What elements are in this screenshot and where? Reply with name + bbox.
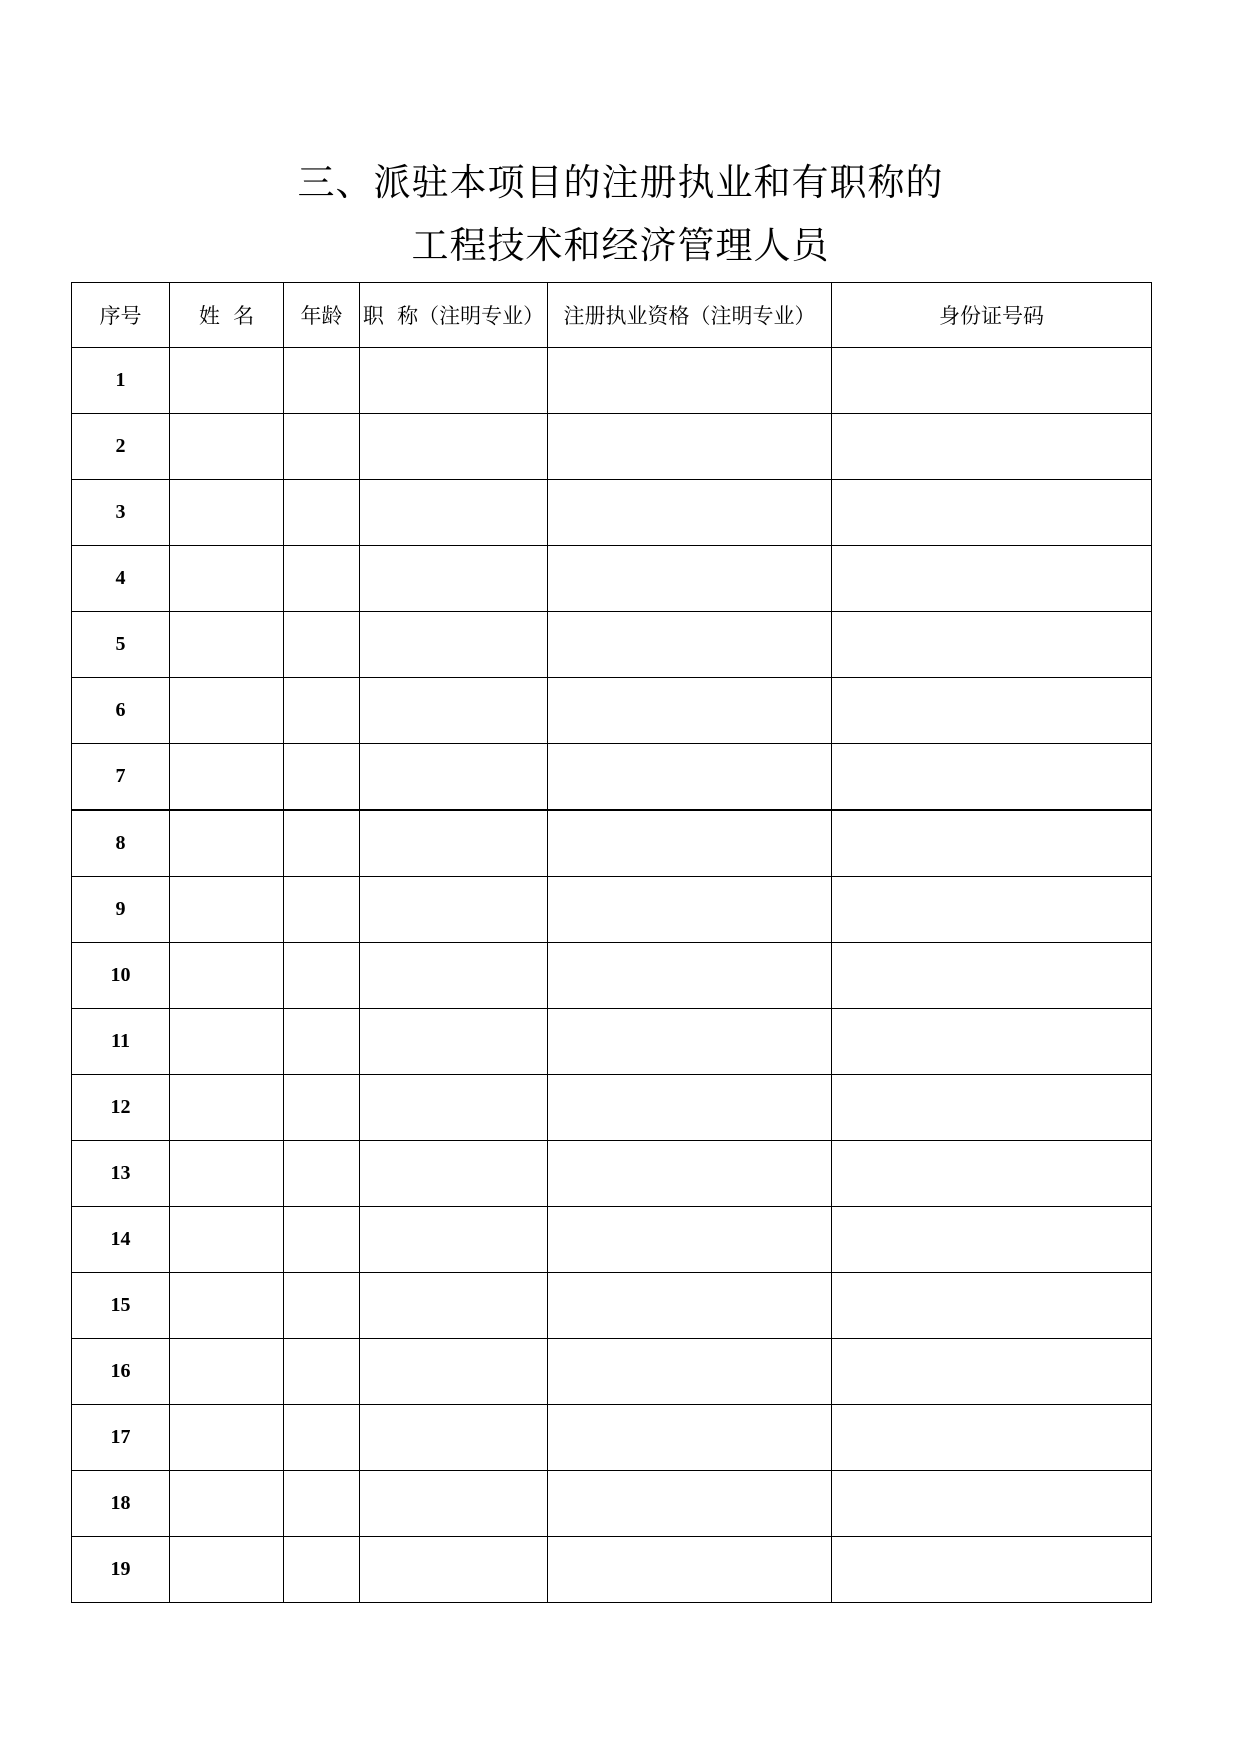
qualification-cell[interactable] bbox=[548, 744, 832, 811]
table-row bbox=[72, 943, 1152, 1009]
age-cell[interactable] bbox=[284, 1405, 360, 1471]
qualification-cell[interactable] bbox=[548, 546, 832, 612]
age-cell[interactable] bbox=[284, 877, 360, 943]
qualification-cell[interactable] bbox=[548, 348, 832, 414]
name-cell[interactable] bbox=[170, 943, 284, 1009]
id-number-cell[interactable] bbox=[832, 1141, 1152, 1207]
header-seq: 序号 bbox=[72, 283, 170, 348]
table-row bbox=[72, 480, 1152, 546]
age-cell[interactable] bbox=[284, 1471, 360, 1537]
qualification-cell[interactable] bbox=[548, 1405, 832, 1471]
seq-cell: 2 bbox=[72, 414, 170, 480]
header-title: 职 称（注明专业） bbox=[360, 283, 548, 348]
id-number-cell[interactable] bbox=[832, 1339, 1152, 1405]
seq-cell: 13 bbox=[72, 1141, 170, 1207]
id-number-cell[interactable] bbox=[832, 810, 1152, 877]
qualification-cell[interactable] bbox=[548, 1339, 832, 1405]
age-cell[interactable] bbox=[284, 1273, 360, 1339]
age-cell[interactable] bbox=[284, 943, 360, 1009]
table-row bbox=[72, 546, 1152, 612]
name-cell[interactable] bbox=[170, 612, 284, 678]
name-cell[interactable] bbox=[170, 348, 284, 414]
title-cell[interactable] bbox=[360, 480, 548, 546]
seq-cell: 16 bbox=[72, 1339, 170, 1405]
name-cell[interactable] bbox=[170, 1075, 284, 1141]
title-cell[interactable] bbox=[360, 678, 548, 744]
table-body bbox=[72, 348, 1152, 1603]
qualification-cell[interactable] bbox=[548, 1273, 832, 1339]
qualification-cell[interactable] bbox=[548, 612, 832, 678]
age-cell[interactable] bbox=[284, 480, 360, 546]
id-number-cell[interactable] bbox=[832, 678, 1152, 744]
id-number-cell[interactable] bbox=[832, 414, 1152, 480]
seq-cell: 10 bbox=[72, 943, 170, 1009]
seq-cell: 11 bbox=[72, 1009, 170, 1075]
table-row bbox=[72, 1207, 1152, 1273]
title-cell[interactable] bbox=[360, 546, 548, 612]
age-cell[interactable] bbox=[284, 1537, 360, 1603]
qualification-cell[interactable] bbox=[548, 810, 832, 877]
id-number-cell[interactable] bbox=[832, 1273, 1152, 1339]
age-cell[interactable] bbox=[284, 744, 360, 811]
title-cell[interactable] bbox=[360, 1141, 548, 1207]
id-number-cell[interactable] bbox=[832, 1471, 1152, 1537]
seq-cell: 4 bbox=[72, 546, 170, 612]
qualification-cell[interactable] bbox=[548, 943, 832, 1009]
title-cell[interactable] bbox=[360, 1405, 548, 1471]
qualification-cell[interactable] bbox=[548, 414, 832, 480]
age-cell[interactable] bbox=[284, 612, 360, 678]
age-cell[interactable] bbox=[284, 1207, 360, 1273]
name-cell[interactable] bbox=[170, 1207, 284, 1273]
table-row bbox=[72, 1405, 1152, 1471]
id-number-cell[interactable] bbox=[832, 1009, 1152, 1075]
qualification-cell[interactable] bbox=[548, 1075, 832, 1141]
age-cell[interactable] bbox=[284, 678, 360, 744]
seq-cell: 5 bbox=[72, 612, 170, 678]
title-cell[interactable] bbox=[360, 1207, 548, 1273]
age-cell[interactable] bbox=[284, 546, 360, 612]
name-cell[interactable] bbox=[170, 414, 284, 480]
id-number-cell[interactable] bbox=[832, 480, 1152, 546]
qualification-cell[interactable] bbox=[548, 877, 832, 943]
title-cell[interactable] bbox=[360, 1339, 548, 1405]
title-cell[interactable] bbox=[360, 1537, 548, 1603]
id-number-cell[interactable] bbox=[832, 1075, 1152, 1141]
table-row bbox=[72, 1141, 1152, 1207]
title-cell[interactable] bbox=[360, 744, 548, 811]
title-cell[interactable] bbox=[360, 612, 548, 678]
name-cell[interactable] bbox=[170, 678, 284, 744]
age-cell[interactable] bbox=[284, 1141, 360, 1207]
name-cell[interactable] bbox=[170, 1141, 284, 1207]
qualification-cell[interactable] bbox=[548, 1009, 832, 1075]
name-cell[interactable] bbox=[170, 1273, 284, 1339]
title-cell[interactable] bbox=[360, 1273, 548, 1339]
table-row bbox=[72, 1471, 1152, 1537]
name-cell[interactable] bbox=[170, 480, 284, 546]
staff-table bbox=[71, 282, 1152, 1603]
title-cell[interactable] bbox=[360, 1009, 548, 1075]
seq-cell: 1 bbox=[72, 348, 170, 414]
table-row bbox=[72, 810, 1152, 877]
name-cell[interactable] bbox=[170, 1009, 284, 1075]
name-cell[interactable] bbox=[170, 546, 284, 612]
seq-cell: 19 bbox=[72, 1537, 170, 1603]
qualification-cell[interactable] bbox=[548, 1207, 832, 1273]
id-number-cell[interactable] bbox=[832, 744, 1152, 811]
age-cell[interactable] bbox=[284, 1075, 360, 1141]
seq-cell: 18 bbox=[72, 1471, 170, 1537]
name-cell[interactable] bbox=[170, 810, 284, 877]
id-number-cell[interactable] bbox=[832, 877, 1152, 943]
table-row bbox=[72, 348, 1152, 414]
table-row bbox=[72, 414, 1152, 480]
qualification-cell[interactable] bbox=[548, 1141, 832, 1207]
qualification-cell[interactable] bbox=[548, 1537, 832, 1603]
table-row bbox=[72, 1537, 1152, 1603]
table-row bbox=[72, 877, 1152, 943]
seq-cell: 9 bbox=[72, 877, 170, 943]
name-cell[interactable] bbox=[170, 1471, 284, 1537]
title-cell[interactable] bbox=[360, 348, 548, 414]
name-cell[interactable] bbox=[170, 877, 284, 943]
age-cell[interactable] bbox=[284, 414, 360, 480]
name-cell[interactable] bbox=[170, 1537, 284, 1603]
id-number-cell[interactable] bbox=[832, 348, 1152, 414]
table-row bbox=[72, 744, 1152, 811]
name-cell[interactable] bbox=[170, 1405, 284, 1471]
age-cell[interactable] bbox=[284, 810, 360, 877]
id-number-cell[interactable] bbox=[832, 943, 1152, 1009]
title-cell[interactable] bbox=[360, 414, 548, 480]
id-number-cell[interactable] bbox=[832, 612, 1152, 678]
seq-cell: 7 bbox=[72, 744, 170, 811]
qualification-cell[interactable] bbox=[548, 1471, 832, 1537]
table-row bbox=[72, 678, 1152, 744]
seq-cell: 15 bbox=[72, 1273, 170, 1339]
table-row bbox=[72, 1075, 1152, 1141]
seq-cell: 8 bbox=[72, 810, 170, 877]
seq-cell: 6 bbox=[72, 678, 170, 744]
table-row bbox=[72, 1273, 1152, 1339]
title-line-2: 工程技术和经济管理人员 bbox=[411, 224, 830, 267]
table-row bbox=[72, 1339, 1152, 1405]
title-cell[interactable] bbox=[360, 877, 548, 943]
title-cell[interactable] bbox=[360, 1471, 548, 1537]
header-qualification: 注册执业资格（注明专业） bbox=[548, 283, 832, 348]
title-line-1: 三、派驻本项目的注册执业和有职称的 bbox=[297, 161, 944, 204]
id-number-cell[interactable] bbox=[832, 1537, 1152, 1603]
header-name: 姓 名 bbox=[170, 283, 284, 348]
seq-cell: 3 bbox=[72, 480, 170, 546]
title-cell[interactable] bbox=[360, 943, 548, 1009]
table-row bbox=[72, 612, 1152, 678]
table-header-row bbox=[72, 283, 1152, 348]
title-cell[interactable] bbox=[360, 1075, 548, 1141]
header-id-number: 身份证号码 bbox=[832, 283, 1152, 348]
qualification-cell[interactable] bbox=[548, 480, 832, 546]
id-number-cell[interactable] bbox=[832, 1207, 1152, 1273]
seq-cell: 12 bbox=[72, 1075, 170, 1141]
age-cell[interactable] bbox=[284, 1009, 360, 1075]
id-number-cell[interactable] bbox=[832, 1405, 1152, 1471]
seq-cell: 17 bbox=[72, 1405, 170, 1471]
age-cell[interactable] bbox=[284, 348, 360, 414]
id-number-cell[interactable] bbox=[832, 546, 1152, 612]
table-row bbox=[72, 1009, 1152, 1075]
name-cell[interactable] bbox=[170, 744, 284, 811]
header-age: 年龄 bbox=[284, 283, 360, 348]
qualification-cell[interactable] bbox=[548, 678, 832, 744]
title-cell[interactable] bbox=[360, 810, 548, 877]
age-cell[interactable] bbox=[284, 1339, 360, 1405]
name-cell[interactable] bbox=[170, 1339, 284, 1405]
seq-cell: 14 bbox=[72, 1207, 170, 1273]
